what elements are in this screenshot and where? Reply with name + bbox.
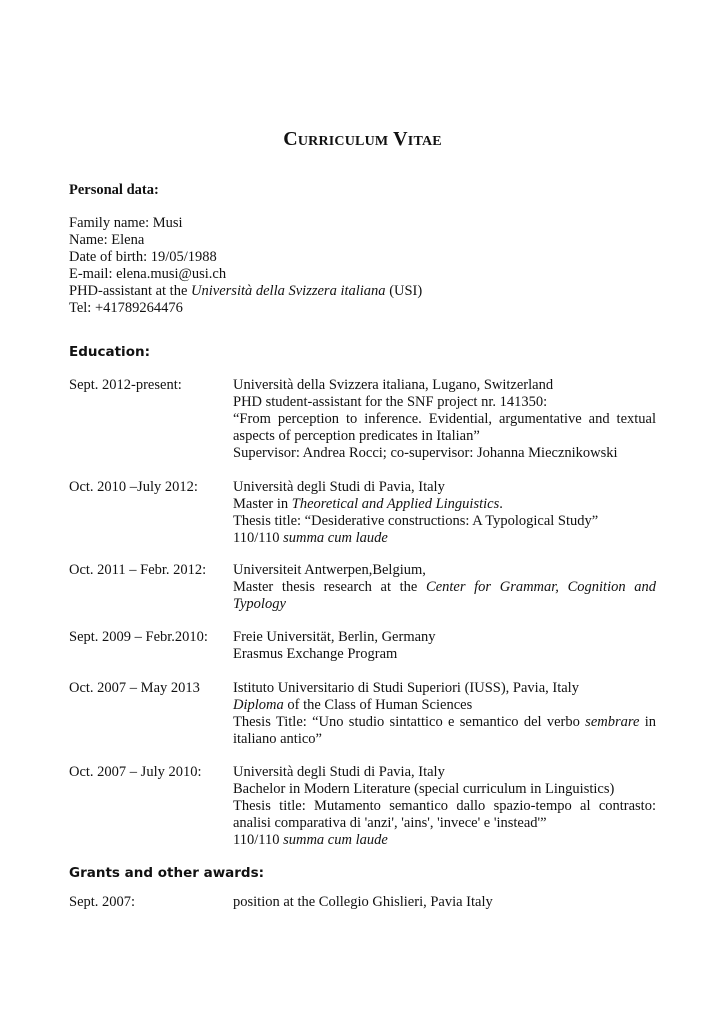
date-of-birth: Date of birth: 19/05/1988: [69, 249, 217, 265]
entry-date: Oct. 2007 – July 2010:: [69, 764, 202, 780]
entry-text: Master in: [233, 496, 292, 512]
entry-line: [233, 496, 656, 513]
education-entry: [69, 764, 656, 849]
entry-text: of the Class of Human Sciences: [283, 697, 473, 713]
entry-text: 110/110: [233, 530, 284, 546]
grant-entry: [69, 894, 656, 911]
entry-line: Thesis title: “Desiderative constructions: A Typological Study”: [233, 513, 599, 529]
position: [69, 283, 669, 300]
entry-line: Università degli Studi di Pavia, Italy: [233, 479, 445, 495]
education-entry: [69, 479, 656, 547]
entry-body: [233, 680, 656, 748]
grants-heading: Grants and other awards:: [69, 865, 265, 881]
entry-line: [233, 530, 656, 547]
entry-date: Oct. 2007 – May 2013: [69, 680, 200, 696]
entry-italic: Diploma: [233, 697, 284, 713]
entry-line: “From perception to inference. Evidential, argumentative and textual aspects of perception predicates in Italian”: [233, 411, 656, 444]
entry-date: Oct. 2010 –July 2012:: [69, 479, 198, 495]
entry-date: Sept. 2012-present:: [69, 377, 182, 393]
entry-line: [233, 714, 656, 748]
entry-text: 110/110: [233, 832, 284, 848]
entry-italic: sembrare: [585, 714, 640, 730]
document-title: Curriculum Vitae: [283, 128, 442, 150]
entry-line: Freie Universität, Berlin, Germany: [233, 629, 436, 645]
family-name: Family name: Musi: [69, 215, 183, 231]
position-suffix: (USI): [385, 283, 423, 299]
entry-line: Supervisor: Andrea Rocci; co-supervisor: Johanna Miecznikowski: [233, 445, 618, 461]
entry-line: Istituto Universitario di Studi Superiori (IUSS), Pavia, Italy: [233, 680, 579, 696]
education-entry: [69, 629, 656, 663]
personal-data-block: [69, 215, 669, 317]
entry-body: [233, 562, 656, 613]
entry-italic: summa cum laude: [283, 832, 388, 848]
entry-body: [233, 479, 656, 547]
entry-text: .: [499, 496, 503, 512]
personal-data-heading: Personal data:: [69, 182, 159, 198]
entry-body: [233, 629, 656, 663]
entry-line: Thesis title: Mutamento semantico dallo spazio-tempo al contrasto: analisi comparativa di 'anzi', 'ains', 'invece' e 'instead'”: [233, 798, 656, 831]
entry-line: Università degli Studi di Pavia, Italy: [233, 764, 445, 780]
entry-text: in italiano antico”: [233, 714, 656, 747]
education-entry: [69, 377, 656, 462]
position-prefix: PHD-assistant at the: [69, 283, 192, 299]
email: E-mail: elena.musi@usi.ch: [69, 266, 227, 282]
entry-italic: summa cum laude: [283, 530, 388, 546]
entry-text: Thesis Title: “Uno studio sintattico e semantico del verbo: [233, 714, 586, 730]
entry-date: Sept. 2009 – Febr.2010:: [69, 629, 208, 645]
entry-line: [233, 579, 656, 613]
education-entry: [69, 680, 656, 748]
entry-italic: Theoretical and Applied Linguistics: [291, 496, 500, 512]
entry-body: [233, 894, 656, 911]
entry-line: Universiteit Antwerpen,Belgium,: [233, 562, 426, 578]
entry-body: [233, 764, 656, 849]
position-institution: Università della Svizzera italiana: [191, 283, 386, 299]
entry-date: Sept. 2007:: [69, 894, 136, 910]
entry-date: Oct. 2011 – Febr. 2012:: [69, 562, 207, 578]
telephone: Tel: +41789264476: [69, 300, 183, 316]
education-entry: [69, 562, 656, 613]
entry-text: Master thesis research at the: [233, 579, 427, 595]
education-heading: Education:: [69, 344, 150, 360]
entry-line: [233, 832, 656, 849]
entry-line: PHD student-assistant for the SNF project nr. 141350:: [233, 394, 548, 410]
given-name: Name: Elena: [69, 232, 145, 248]
entry-italic: Center for Grammar, Cognition and Typology: [233, 579, 656, 612]
entry-line: position at the Collegio Ghislieri, Pavia Italy: [233, 894, 493, 910]
entry-line: Erasmus Exchange Program: [233, 646, 398, 662]
entry-line: Bachelor in Modern Literature (special curriculum in Linguistics): [233, 781, 615, 797]
entry-line: [233, 697, 656, 714]
entry-line: Università della Svizzera italiana, Lugano, Switzerland: [233, 377, 554, 393]
entry-body: [233, 377, 656, 462]
